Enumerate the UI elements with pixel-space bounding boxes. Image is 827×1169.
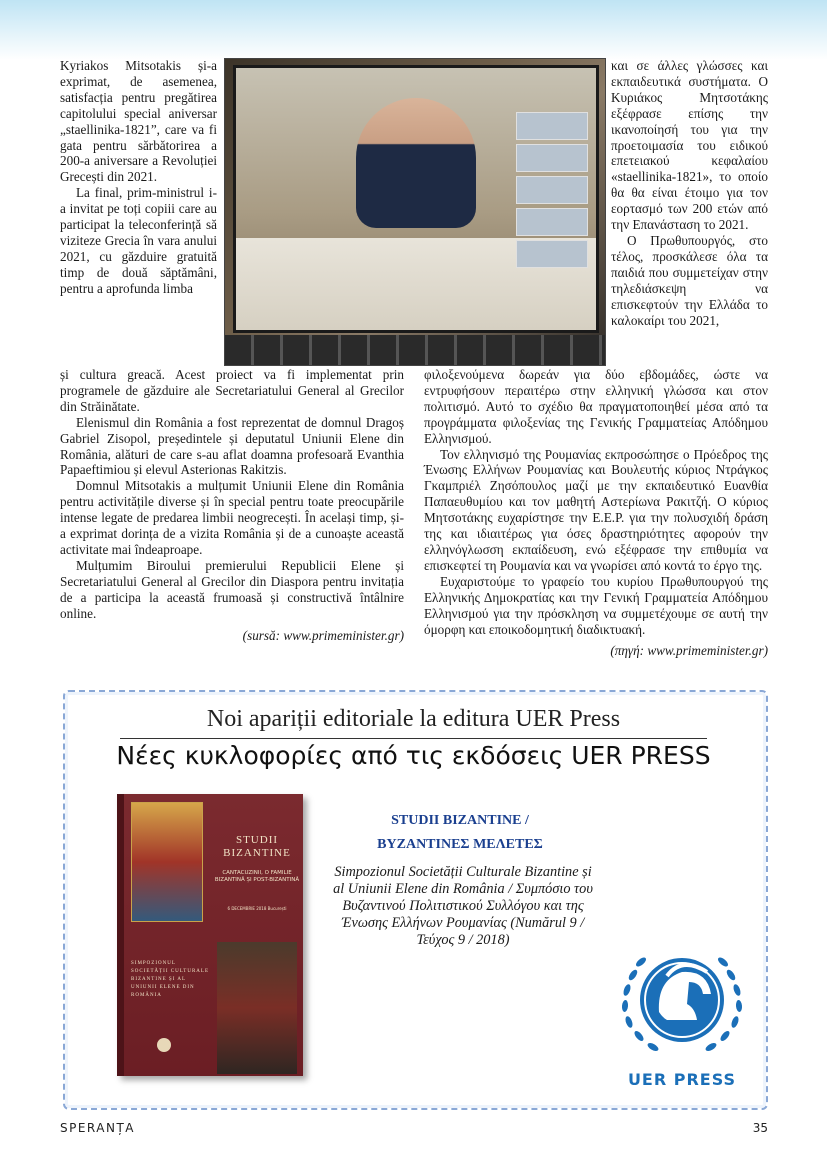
left-intro: Kyriakos Mitsotakis și-a exprimat, de asemenea, satisfacția pentru pregătirea capitolului special aniversar „staellinika-1821”, care va fi gata pentru sărbătorirea a 200-a aniversare a Revoluției Grecești din 2021. xyxy=(60,58,217,185)
publisher-logo-icon xyxy=(157,1038,171,1052)
magazine-name: SPERANȚA xyxy=(60,1121,136,1135)
participant-tile xyxy=(516,208,588,236)
uer-press-emblem-icon xyxy=(607,920,757,1070)
right-source: (πηγή: www.primeminister.gr) xyxy=(610,643,768,659)
title-divider xyxy=(120,738,707,739)
participant-tiles xyxy=(516,112,588,272)
cover-portrait-icon xyxy=(131,802,203,922)
announcement-title-ro: Noi apariții editoriale la editura UER Press xyxy=(206,706,621,732)
publisher-name: UER PRESS xyxy=(627,1070,737,1089)
book-title-gr: ΒΥΖΑΝΤΙΝΕΣ ΜΕΛΕΤΕΣ xyxy=(377,837,543,852)
left-para-4: Domnul Mitsotakis a mulțumit Uniunii Elene din România pentru activitățile diverse și în special pentru toate preocupările intense legate de predarea limbii neogrecești. În același timp, și-a exprimat dorința de a vizita România și de a cunoaște această activitate mai îndeaproape. xyxy=(60,478,404,557)
header-band xyxy=(0,0,827,60)
right-para-2-cont: φιλοξενούμενα δωρεάν για δύο εβδομάδες, ώστε να εντρυφήσουν περαιτέρω στην ελληνική γλώσσα και στον πολιτισμό. Αυτό το σχέδιο θα πραγματοποιηθεί μέσα από τα προγράμματα φιλοξενίας της Γενικής Γραμματείας Απόδημου Ελληνισμού. xyxy=(424,367,768,446)
left-para-5: Mulțumim Biroului premierului Republicii Elene și Secretariatului General al Grecilor din Diaspora pentru invitația de a participa la această frumoasă și constructivă întâlnire online. xyxy=(60,557,404,621)
cover-portrait-figure xyxy=(217,942,297,1074)
participant-tile xyxy=(516,112,588,140)
book-spine xyxy=(117,794,124,1076)
left-source: (sursă: www.primeminister.gr) xyxy=(242,627,404,643)
right-para-2: Ο Πρωθυπουργός, στο τέλος, προσκάλεσε όλα τα παιδιά που συμμετείχαν στην τηλεδιάσκεψη να επισκεφτούν την Ελλάδα το καλοκαίρι του 2021, xyxy=(611,232,768,328)
left-para-2-cont: și cultura greacă. Acest proiect va fi implementat prin programele de găzduire ale Secretariatului General al Grecilor din Străinătate. xyxy=(60,367,404,414)
book-cover xyxy=(117,794,303,1076)
right-column-narrow xyxy=(611,58,768,328)
participant-tile xyxy=(516,240,588,268)
book-title-ro: STUDII BIZANTINE / xyxy=(391,813,529,828)
cover-symposium: SIMPOZIONUL SOCIETĂȚII CULTURALE BIZANTINE ȘI AL UNIUNII ELENE DIN ROMÂNIA xyxy=(131,961,210,998)
participant-tile xyxy=(516,176,588,204)
left-column-wide xyxy=(60,367,404,643)
left-para-3: Elenismul din România a fost reprezentat de domnul Dragoș Gabriel Zisopol, președintele și deputatul Uniunii Elene din România, alături de care s-au aflat doamna profesoară Evanthia Papaeftimiou și elevul Asterionas Rakitzis. xyxy=(60,414,404,478)
article-photo xyxy=(224,58,606,366)
book-description: Simpozionul Societății Culturale Bizantine și al Uniunii Elene din România / Συμπόσιο του Βυζαντινού Πολιτιστικού Συλλόγου και της Ένωσης Ελλήνων Ρουμανίας (Numărul 9 / Τεύχος 9 / 2018) xyxy=(333,864,593,948)
participant-tile xyxy=(516,144,588,172)
video-conference-screen xyxy=(233,65,599,333)
left-column-narrow xyxy=(60,58,217,297)
keyboard xyxy=(225,335,605,365)
cover-subtitle: CANTACUZINII, O FAMILIE BIZANTINĂ ȘI POST-BIZANTINĂ xyxy=(214,870,300,883)
announcement-title-gr: Νέες κυκλοφορίες από τις εκδόσεις UER PRESS xyxy=(116,741,711,770)
prime-minister-figure xyxy=(356,98,476,228)
page-number: 35 xyxy=(752,1121,768,1135)
right-column-wide xyxy=(424,367,768,659)
right-para-4: Ευχαριστούμε το γραφείο του κυρίου Πρωθυπουργού της Ελληνικής Δημοκρατίας και την Γενική Γραμματεία Απόδημου Ελληνισμού για την πρόσκληση να συμμετέχουμε σε αυτή την όμορφη και εποικοδομητική διαδικτυακή. xyxy=(424,573,768,637)
cover-date: 6 DECEMBRIE 2018 București xyxy=(227,906,287,911)
right-para-3: Τον ελληνισμό της Ρουμανίας εκπροσώπησε ο Πρόεδρος της Ένωσης Ελλήνων Ρουμανίας και Βουλευτής κύριος Ντράγκος Γκαμπριέλ Ζησόπουλος μαζί με την εκπαιδευτικό Ευανθία Παπαευθυμίου και τον μαθητή Αστερίωνα Ρακιτζή. Ο κύριος Μητσοτάκης ευχαρίστησε την Ε.Ε.Ρ. για την πολυσχιδή δράση της και ιδιαιτέρως για όσες δραστηριότητες αφορούν την ελληνόγλωσση εκπαίδευση, ενώ εξέφρασε την επιθυμία να επισκεφτεί τη Ρουμανία και να γνωρίσει από κοντά το έργο της. xyxy=(424,446,768,573)
cover-title: STUDII BIZANTINE xyxy=(223,834,291,859)
left-para-2: La final, prim-ministrul i-a invitat pe toți copiii care au participat la teleconferință să viziteze Grecia în vara anului 2021, cu găzduire gratuită timp de două săptămâni, pentru a aprofunda limba xyxy=(60,185,217,296)
right-intro: και σε άλλες γλώσσες και εκπαιδευτικά συστήματα. Ο Κυριάκος Μητσοτάκης εξέφρασε επίσης την ικανοποίησή του για την προετοιμασία του ειδικού επετειακού κεφαλαίου «staellinika-1821», το οποίο θα θα είναι έτοιμο για τον εορτασμό των 200 ετών από την Επανάσταση το 2021. xyxy=(611,58,768,233)
